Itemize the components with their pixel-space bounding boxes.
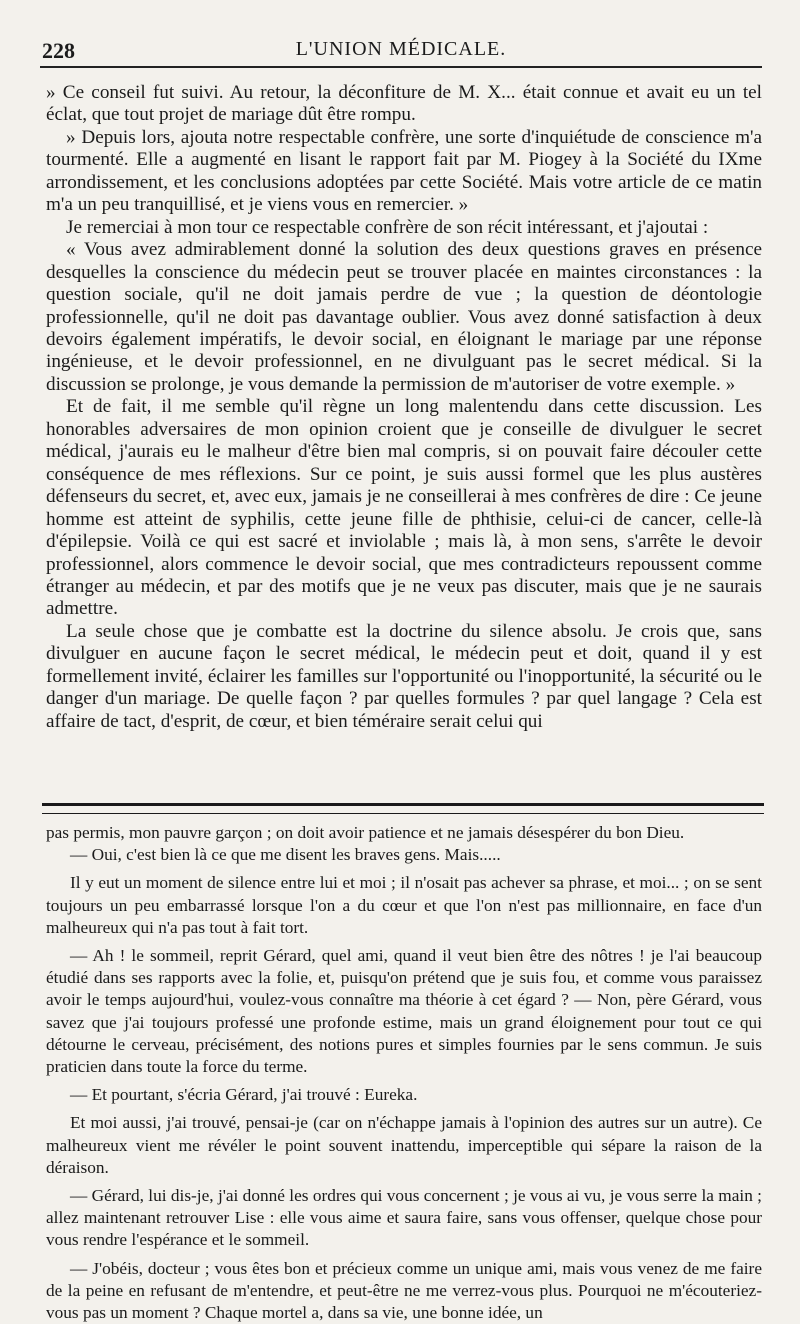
feuilleton-separator [42, 803, 764, 814]
feuilleton-paragraph: — Ah ! le sommeil, reprit Gérard, quel ami, quand il veut bien être des nôtres ! je l'ai beaucoup étudié dans ses rapports avec la folie, et, puisqu'on prétend que je suis fou, et comme vous paraissez avoir le temps aujourd'hui, voulez-vous connaître ma théorie à cet égard ? — Non, père Gérard, vous savez que j'ai toujours professé une profonde estime, mais un grand éloignement pour tout ce qui détourne le cerveau, précisément, des notions pures et simples fournies par le sens commun. Je suis praticien dans toute la force du terme. [46, 946, 762, 1077]
article-paragraph: » Ce conseil fut suivi. Au retour, la déconfiture de M. X... était connue et avait eu un tel éclat, que tout projet de mariage dût être rompu. [46, 82, 762, 126]
article-body [46, 82, 762, 733]
feuilleton-paragraph: — J'obéis, docteur ; vous êtes bon et précieux comme un unique ami, mais vous venez de me faire de la peine en refusant de m'entendre, et peut-être ne me verrez-vous plus. Pourquoi ne m'écouteriez-vous pas un moment ? Chaque mortel a, dans sa vie, une bonne idée, un [46, 1258, 762, 1323]
feuilleton-paragraph: Il y eut un moment de silence entre lui et moi ; il n'osait pas achever sa phrase, et moi... ; on se sent toujours un peu embarrassé lorsque l'on a du cœur et que l'on n'est pas millionnaire, en face d'un malheureux qui n'a pas tout à fait tort. [46, 873, 762, 937]
article-paragraph: La seule chose que je combatte est la doctrine du silence absolu. Je crois que, sans divulguer en aucune façon le secret médical, le médecin peut et doit, quand il y est formellement invité, éclairer les familles sur l'opportunité ou l'inopportunité, la sécurité ou le danger d'un mariage. De quelle façon ? par quelles formules ? par quel langage ? Cela est affaire de tact, d'esprit, de cœur, et bien téméraire serait celui qui [46, 620, 762, 732]
feuilleton-paragraph: — Et pourtant, s'écria Gérard, j'ai trouvé : Eureka. [70, 1085, 418, 1105]
feuilleton-paragraph: Et moi aussi, j'ai trouvé, pensai-je (car on n'échappe jamais à l'opinion des autres sur un autre). Ce malheureux vient me révéler le point souvent inattendu, imperceptible qui sépare la raison de la déraison. [46, 1113, 762, 1177]
feuilleton-paragraph: — Gérard, lui dis-je, j'ai donné les ordres qui vous concernent ; je vous ai vu, je vous serre la main ; allez maintenant retrouver Lise : elle vous aime et saura faire, sans vous offenser, quelque chose pour vous rendre l'espérance et le sommeil. [46, 1186, 762, 1250]
running-title: L'UNION MÉDICALE. [295, 38, 507, 60]
page-number: 228 [42, 38, 75, 63]
article-paragraph: « Vous avez admirablement donné la solution des deux questions graves en présence desquelles la conscience du médecin peut se trouver placée en maintes circonstances : la question sociale, qu'il ne doit jamais perdre de vue ; la question de déontologie professionnelle, qu'il ne doit pas davantage oublier. Vous avez donné satisfaction à deux devoirs également impératifs, le devoir social, en éloignant le mariage par une réponse ingénieuse, et le devoir professionnel, en ne divulguant pas le secret médical. Si la discussion se prolonge, je vous demande la permission de m'autoriser de votre exemple. » [46, 239, 762, 395]
feuilleton-body [46, 822, 762, 1324]
header-rule [40, 66, 762, 68]
article-paragraph: Je remerciai à mon tour ce respectable confrère de son récit intéressant, et j'ajoutai : [66, 216, 709, 238]
feuilleton-paragraph: pas permis, mon pauvre garçon ; on doit avoir patience et ne jamais désespérer du bon Dieu. [46, 823, 685, 842]
article-paragraph: » Depuis lors, ajouta notre respectable confrère, une sorte d'inquiétude de conscience m'a tourmenté. Elle a augmenté en lisant le rapport fait par M. Piogey à la Société du IXme arrondissement, et les conclusions adoptées par cette Société. Mais votre article de ce matin m'a un peu tranquillisé, et je viens vous en remercier. » [46, 126, 762, 216]
feuilleton-paragraph: — Oui, c'est bien là ce que me disent les braves gens. Mais..... [70, 845, 501, 865]
article-paragraph: Et de fait, il me semble qu'il règne un long malentendu dans cette discussion. Les honorables adversaires de mon opinion croient que je conseille de divulguer le secret médical, j'aurais eu le malheur d'être bien mal compris, si on pouvait faire découler cette conséquence de mes réflexions. Sur ce point, je suis aussi formel que les plus austères défenseurs du secret, et, avec eux, jamais je ne conseillerai à mes confrères de dire : Ce jeune homme est atteint de syphilis, cette jeune fille de phthisie, celui-ci de cancer, celle-là d'épilepsie. Voilà ce qui est sacré et inviolable ; mais là, à mon sens, s'arrête le devoir professionnel, alors commence le devoir social, que mes contradicteurs repoussent comme étranger au médecin, et par des motifs que je ne veux pas discuter, mais que je ne saurais admettre. [46, 396, 763, 620]
page-header [40, 38, 762, 62]
